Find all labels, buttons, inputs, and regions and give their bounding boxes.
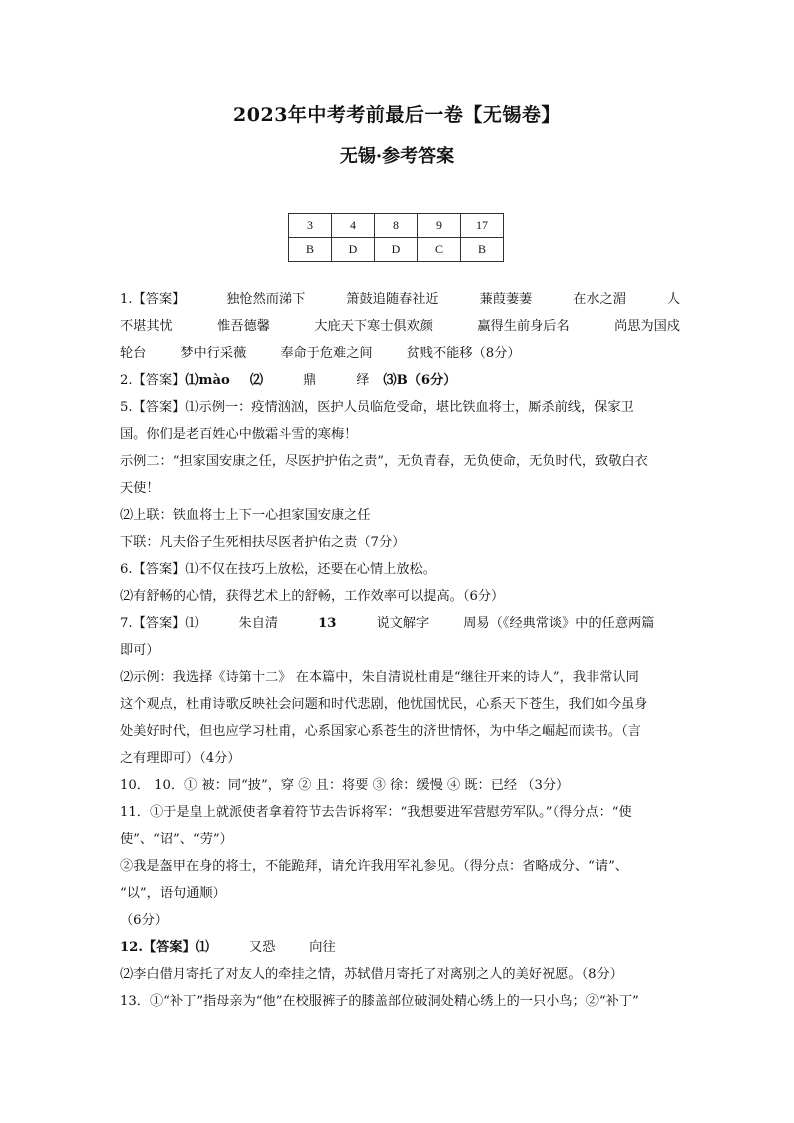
q1-answer: 尚思为国戍	[614, 319, 680, 334]
q1-answer: 在水之湄	[573, 292, 626, 307]
q1-answer: 赢得生前身后名	[477, 319, 570, 334]
q12-label: 12.【答案】⑴	[120, 940, 209, 955]
q11-line-1: 11．①于是皇上就派使者拿着符节去告诉将军：“我想要进军营慰劳军队。”（得分点：“使	[120, 805, 632, 820]
q5-line-5: ⑵上联：铁血将士上下一心担家国安康之任	[120, 508, 371, 523]
q7-line-1	[120, 610, 680, 637]
q1-answer: 蒹葭萋萋	[479, 292, 533, 307]
q7-label: 7.【答案】⑴	[120, 616, 199, 631]
q11-line-2: 使”、“诏”、“劳”）	[120, 832, 233, 847]
answer-content	[120, 286, 680, 1015]
q1-answer: 贫贱不能移（8分）	[406, 346, 521, 361]
q12-line-1	[120, 934, 680, 961]
q7-answer: 周易（《经典常谈》中的任意两篇	[463, 616, 655, 631]
q1-answer: 轮台	[120, 346, 147, 361]
q2-part-2: ⑵	[249, 373, 264, 388]
q1-answer: 惟吾德馨	[217, 319, 270, 334]
q5-line-3: 示例二：“担家国安康之任，尽医护护佑之责”，无负青春，无负使命，无负时代，致敬白衣	[120, 454, 648, 469]
q11-line-3: ②我是盔甲在身的将士，不能跪拜，请允许我用军礼参见。（得分点：省略成分、“请”、	[120, 859, 629, 874]
answer-table-number-row	[289, 214, 504, 238]
q2-word-1: 鼎	[303, 373, 317, 388]
q5-line-2: 国。你们是老百姓心中傲霜斗雪的寒梅！	[120, 427, 358, 442]
q1-line-1	[120, 286, 680, 313]
table-cell: 8	[375, 214, 418, 238]
q5-line-6: 下联：凡夫俗子生死相扶尽医者护佑之责（7分）	[120, 535, 406, 550]
q1-answer: 独怆然而涕下	[226, 292, 306, 307]
q6-line-1: 6.【答案】⑴不仅在技巧上放松，还要在心情上放松。	[120, 562, 436, 577]
q1-answer: 人	[666, 292, 680, 307]
answer-table-answer-row	[289, 238, 504, 262]
q7-line-4: 这个观点，杜甫诗歌反映社会问题和时代悲剧，他忧国忧民，心系天下苍生，我们如今虽身	[120, 697, 648, 712]
q7-answer: 13	[318, 616, 337, 631]
q1-line-3	[120, 340, 680, 367]
q2-part-3: ⑶B（6分）	[383, 373, 457, 388]
q1-answer: 奉命于危难之间	[280, 346, 373, 361]
q6-line-2: ⑵有舒畅的心情，获得艺术上的舒畅，工作效率可以提高。（6分）	[120, 589, 505, 604]
table-cell: 9	[418, 214, 461, 238]
q7-line-3: ⑵示例：我选择《诗第十二》 在本篇中，朱自清说杜甫是“继往开来的诗人”，我非常认同	[120, 670, 639, 685]
table-cell: 17	[461, 214, 504, 238]
q1-answer: 不堪其忧	[120, 319, 173, 334]
table-cell: 3	[289, 214, 332, 238]
q2-part-1: ⑴mào	[185, 373, 230, 388]
q7-answer: 朱自清	[238, 616, 279, 631]
q11-line-4: “以”，语句通顺）	[120, 886, 226, 901]
table-cell: D	[375, 238, 418, 262]
table-cell: 4	[332, 214, 375, 238]
q1-answer: 梦中行采薇	[180, 346, 247, 361]
q2-label: 2.【答案】	[120, 373, 186, 388]
q12-answer: 向往	[309, 940, 336, 955]
q1-label: 1.【答案】	[120, 292, 186, 307]
q7-line-2: 即可）	[120, 643, 160, 658]
q2-line	[120, 367, 680, 394]
q11-line-5: （6分）	[120, 913, 168, 928]
document-title: 2023年中考考前最后一卷【无锡卷】	[233, 104, 561, 126]
table-cell: C	[418, 238, 461, 262]
q12-answer: 又恐	[248, 940, 276, 955]
q7-answer: 说文解字	[376, 616, 430, 631]
q7-line-6: 之有理即可）（4分）	[120, 751, 241, 766]
q5-line-1: 5.【答案】⑴示例一：疫情汹汹，医护人员临危受命，堪比铁血将士，厮杀前线，保家卫	[120, 400, 634, 415]
table-cell: B	[289, 238, 332, 262]
document-subtitle: 无锡·参考答案	[339, 146, 455, 167]
answer-table	[288, 213, 504, 262]
table-cell: B	[461, 238, 504, 262]
table-cell: D	[332, 238, 375, 262]
q5-line-4: 天使！	[120, 481, 160, 496]
q12-line-2: ⑵李白借月寄托了对友人的牵挂之情，苏轼借月寄托了对离别之人的美好祝愿。（8分）	[120, 967, 623, 982]
q13-line-1: 13．①“补丁”指母亲为“他”在校服裤子的膝盖部位破洞处精心绣上的一只小鸟；②“补丁”	[120, 994, 639, 1009]
q7-line-5: 处美好时代，但也应学习杜甫，心系国家心系苍生的济世情怀，为中华之崛起而读书。（言	[120, 724, 641, 739]
q1-answer: 大庇天下寒士俱欢颜	[314, 319, 433, 334]
q1-answer: 箫鼓追随春社近	[346, 292, 439, 307]
q1-line-2	[120, 313, 680, 340]
q2-word-2: 绎	[356, 373, 370, 388]
q10-line: 10． 10．① 被：同“披”，穿 ② 且：将要 ③ 徐：缓慢 ④ 既：已经 （3分）	[120, 778, 570, 793]
